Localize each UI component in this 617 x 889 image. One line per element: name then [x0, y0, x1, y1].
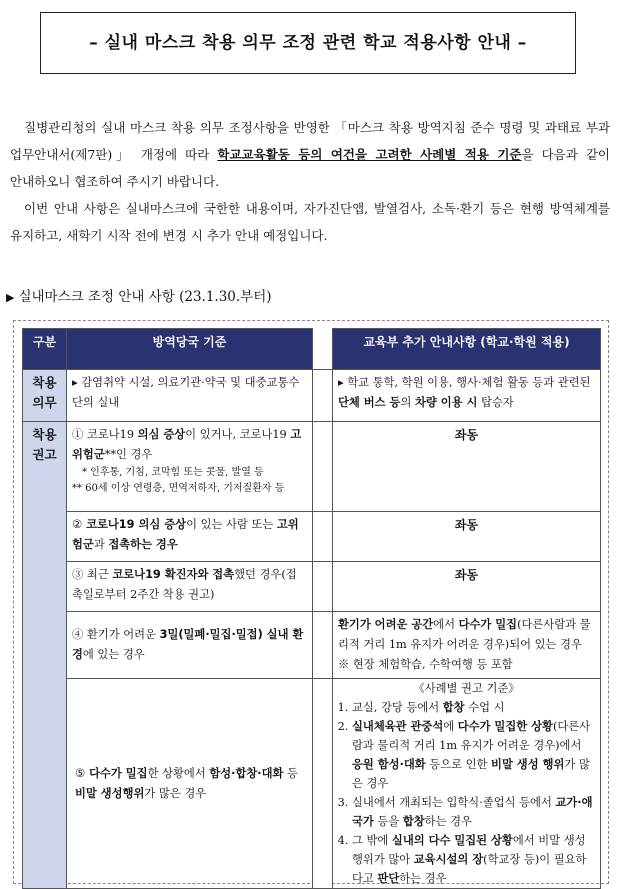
- authority-mandatory: ▸ 감염취약 시설, 의료기관·약국 및 대중교통수단의 실내: [67, 370, 313, 422]
- ministry-rec-3: 좌동: [333, 562, 601, 612]
- case-item-3: 3. 실내에서 개최되는 입학식·졸업식 등에서 교가·애국가 등을 합창하는 경우: [352, 793, 595, 831]
- authority-rec-3: ③ 최근 코로나19 확진자와 접촉했던 경우(접촉일로부터 2주간 착용 권고): [67, 562, 313, 612]
- table-row-rec-2: [23, 512, 601, 562]
- page-title: – 실내 마스크 착용 의무 조정 관련 학교 적용사항 안내 –: [40, 12, 576, 74]
- authority-rec-5: ⑤ 다수가 밀집한 상황에서 함성·합창·대화 등 비말 생성행위가 많은 경우: [67, 679, 313, 889]
- triangle-bullet-icon: ▶: [6, 291, 15, 304]
- case-item-1: 1. 교실, 강당 등에서 합창 수업 시: [352, 698, 595, 717]
- gap-cell: [313, 562, 333, 612]
- section-heading-text: 실내마스크 조정 안내 사항 (23.1.30.부터): [18, 289, 272, 305]
- table-row-mandatory: [23, 370, 601, 422]
- note-symptoms: * 인후통, 기침, 코막힘 또는 콧물, 발열 등: [82, 467, 264, 478]
- authority-rec-4: ④ 환기가 어려운 3밀(밀폐·밀집·밀접) 실내 환경에 있는 경우: [67, 612, 313, 679]
- intro-highlight: 학교교육활동 등의 여건을 고려한 사례별 적용 기준: [217, 147, 522, 162]
- ministry-rec-5: [333, 679, 601, 889]
- intro-paragraph-1: [10, 114, 610, 195]
- intro-text-a: 질병관리청의 실내 마스크 착용 의무 조정사항을 반영한 「마스크 착용 방역지침 준수 명령 및 과태료 부과 업무안내서(제7판)」 개정에 따라: [10, 120, 610, 162]
- guidance-table: [22, 328, 601, 889]
- table-row-rec-3: [23, 562, 601, 612]
- category-recommended: 착용 권고: [23, 422, 67, 889]
- authority-rec-2: ② 코로나19 의심 증상이 있는 사람 또는 고위험군과 접촉하는 경우: [67, 512, 313, 562]
- case-item-4: 4. 그 밖에 실내의 다수 밀집된 상황에서 비말 생성행위가 많아 교육시설의 장(학교장 등)이 필요하다고 판단하는 경우: [352, 831, 595, 888]
- section-heading: [6, 287, 606, 308]
- category-mandatory: 착용 의무: [23, 370, 67, 422]
- header-category: 구분: [23, 329, 67, 370]
- header-authority: 방역당국 기준: [67, 329, 313, 370]
- intro-paragraph-2: 이번 안내 사항은 실내마스크에 국한한 내용이며, 자가진단앱, 발열검사, 소독·환기 등은 현행 방역체계를 유지하고, 새학기 시작 전에 변경 시 추가 안내 예정입니다.: [10, 201, 610, 243]
- gap-cell: [313, 512, 333, 562]
- ministry-rec-4: 환기가 어려운 공간에서 다수가 밀집(다른사람과 물리적 거리 1m 유지가 어려운 경우)되어 있는 경우 ※ 현장 체험학습, 수학여행 등 포함: [333, 612, 601, 679]
- table-row-rec-1: [23, 422, 601, 512]
- authority-rec-1: ① 코로나19 의심 증상이 있거나, 코로나19 고위험군**인 경우 * 인후통, 기침, 코막힘 또는 콧물, 발열 등 ** 60세 이상 연령층, 면역저하자, 기저질환자 등: [67, 422, 313, 512]
- intro-text: [10, 114, 610, 249]
- gap-cell: [313, 422, 333, 512]
- case-item-2: 2. 실내체육관 관중석에 다수가 밀집한 상황(다른사람과 물리적 거리 1m 유지가 어려운 경우)에서 응원 함성·대화 등으로 인한 비말 생성 행위가 많은 경우: [352, 717, 595, 793]
- table-row-rec-4: [23, 612, 601, 679]
- ministry-rec-2: 좌동: [333, 512, 601, 562]
- ministry-rec-1: 좌동: [333, 422, 601, 512]
- table-header-row: [23, 329, 601, 370]
- cases-list: [338, 698, 595, 888]
- cases-title: 《사례별 권고 기준》: [413, 682, 520, 695]
- ministry-mandatory: ▸ 학교 통학, 학원 이용, 행사·체험 활동 등과 관련된 단체 버스 등의 차량 이용 시 탑승자: [333, 370, 601, 422]
- note-high-risk: ** 60세 이상 연령층, 면역저하자, 기저질환자 등: [72, 483, 285, 494]
- table-row-rec-5: [23, 679, 601, 889]
- gap-cell: [313, 612, 333, 679]
- gap-cell: [313, 679, 333, 889]
- header-gap: [313, 329, 333, 370]
- header-ministry: 교육부 추가 안내사항 (학교·학원 적용): [333, 329, 601, 370]
- gap-cell: [313, 370, 333, 422]
- intro-text-b: 을 다음과 같이 안내하오니 협조하여 주시기 바랍니다.: [10, 147, 611, 189]
